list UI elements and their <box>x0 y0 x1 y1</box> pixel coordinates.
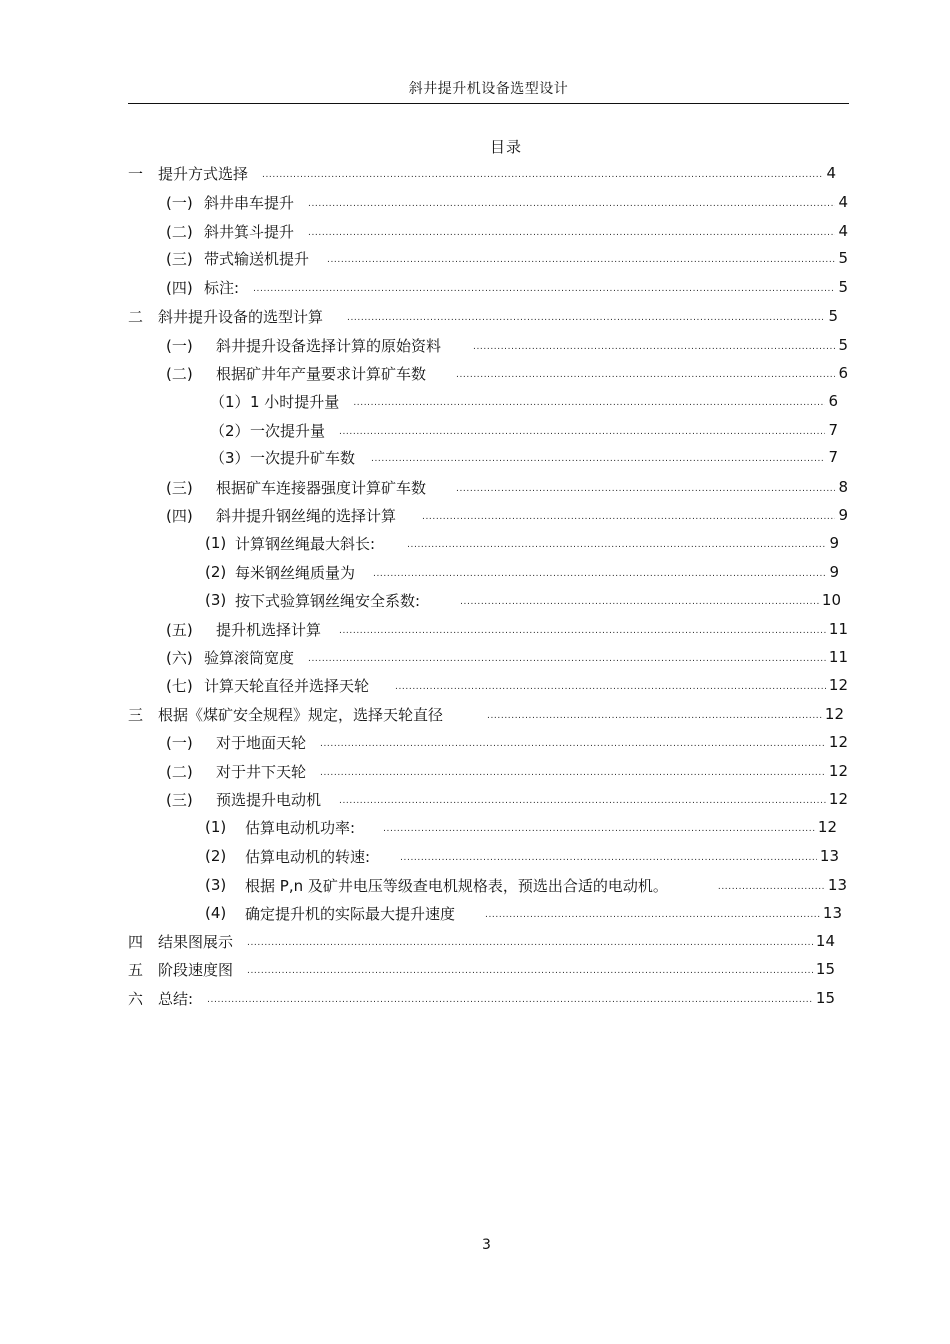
dot-leader <box>487 707 822 721</box>
toc-entry-number: (二) <box>166 364 193 383</box>
page-number: 3 <box>482 1237 491 1253</box>
toc-entry-number: (二) <box>166 762 193 781</box>
dot-leader <box>308 195 835 209</box>
dot-leader <box>253 280 835 294</box>
toc-entry[interactable] <box>128 159 836 187</box>
toc-entry[interactable] <box>205 899 842 927</box>
toc-entry-number: 二 <box>128 307 144 326</box>
dot-leader <box>247 962 813 976</box>
toc-entry-number: (四) <box>166 278 193 297</box>
toc-entry-number: (三) <box>166 249 193 268</box>
toc-entry[interactable] <box>166 217 848 245</box>
toc-entry-title: 每米钢丝绳质量为 <box>235 563 356 582</box>
toc-entry-page: 7 <box>828 421 838 439</box>
dot-leader <box>400 849 817 863</box>
toc-entry-page: 13 <box>827 876 847 894</box>
toc-entry-title: 一次提升量 <box>250 421 326 440</box>
toc-entry[interactable] <box>205 813 837 841</box>
toc-entry-number: (二) <box>166 222 193 241</box>
toc-entry[interactable] <box>210 387 838 415</box>
dot-leader <box>395 678 826 692</box>
dot-leader <box>320 764 826 778</box>
toc-entry-title: 提升机选择计算 <box>216 620 322 639</box>
toc-entry-title: 斜井提升钢丝绳的选择计算 <box>216 506 397 525</box>
toc-entry-number: (1) <box>205 534 227 552</box>
toc-entry-page: 7 <box>828 448 838 466</box>
toc-entry-number: (一) <box>166 336 193 355</box>
toc-entry-page: 14 <box>815 932 835 950</box>
toc-entry-title: 确定提升机的实际最大提升速度 <box>245 904 456 923</box>
toc-entry-number: (一) <box>166 193 193 212</box>
toc-entry-number: 五 <box>128 960 144 979</box>
toc-entry-title: 根据矿车连接器强度计算矿车数 <box>216 478 427 497</box>
dot-leader <box>262 166 823 180</box>
toc-entry-page: 9 <box>829 563 839 581</box>
toc-entry-title: 根据矿井年产量要求计算矿车数 <box>216 364 427 383</box>
toc-entry-page: 5 <box>838 249 848 267</box>
dot-leader <box>373 565 826 579</box>
toc-entry[interactable] <box>128 700 844 728</box>
toc-entry-title: 结果图展示 <box>158 932 234 951</box>
toc-entry[interactable] <box>166 643 848 671</box>
toc-entry[interactable] <box>205 871 847 899</box>
toc-entry[interactable] <box>166 785 848 813</box>
toc-entry[interactable] <box>128 984 835 1012</box>
toc-title: 目录 <box>489 138 522 156</box>
toc-entry-number: 三 <box>128 705 144 724</box>
dot-leader <box>718 878 825 892</box>
toc-entry-title: 带式输送机提升 <box>204 249 310 268</box>
toc-entry-title: 根据《煤矿安全规程》规定，选择天轮直径 <box>158 705 444 724</box>
toc-entry[interactable] <box>166 757 848 785</box>
toc-entry[interactable] <box>128 955 835 983</box>
toc-entry-title: 一次提升矿车数 <box>250 448 356 467</box>
toc-entry-page: 11 <box>828 620 848 638</box>
toc-entry-page: 4 <box>838 193 848 211</box>
toc-entry[interactable] <box>166 501 848 529</box>
toc-entry-page: 10 <box>821 591 841 609</box>
toc-entry-title: 估算电动机的转速: <box>245 847 371 866</box>
toc-entry[interactable] <box>166 188 848 216</box>
dot-leader <box>339 622 826 636</box>
toc-entry[interactable] <box>205 842 839 870</box>
toc-entry-number: (七) <box>166 676 193 695</box>
toc-entry-number: 六 <box>128 989 144 1008</box>
toc-entry-number: (3) <box>205 591 227 609</box>
toc-entry-title: 阶段速度图 <box>158 960 234 979</box>
toc-entry-title: 斜井提升设备选择计算的原始资料 <box>216 336 442 355</box>
toc-entry-title: 标注: <box>204 278 240 297</box>
toc-entry-number: (3) <box>205 876 227 894</box>
dot-leader <box>308 224 835 238</box>
toc-entry[interactable] <box>128 927 835 955</box>
dot-leader <box>247 934 813 948</box>
toc-entry-title: 总结: <box>158 989 194 1008</box>
toc-entry[interactable] <box>205 529 839 557</box>
toc-entry[interactable] <box>166 331 848 359</box>
toc-entry-page: 13 <box>819 847 839 865</box>
dot-leader <box>383 820 815 834</box>
toc-entry-title: 验算滚筒宽度 <box>204 648 295 667</box>
toc-entry-number: （1） <box>210 392 250 411</box>
toc-entry-number: (四) <box>166 506 193 525</box>
dot-leader <box>347 309 825 323</box>
toc-entry-title: 预选提升电动机 <box>216 790 322 809</box>
running-header: 斜井提升机设备选型设计 <box>408 81 569 97</box>
dot-leader <box>308 650 826 664</box>
toc-entry-number: (五) <box>166 620 193 639</box>
toc-entry-number: (2) <box>205 563 227 581</box>
toc-entry-number: (三) <box>166 478 193 497</box>
toc-entry[interactable] <box>166 728 848 756</box>
toc-entry-page: 12 <box>824 705 844 723</box>
toc-entry[interactable] <box>205 558 839 586</box>
toc-entry-page: 9 <box>829 534 839 552</box>
toc-entry-number: (一) <box>166 733 193 752</box>
toc-entry-title: 估算电动机功率: <box>245 818 356 837</box>
dot-leader <box>460 593 819 607</box>
toc-entry[interactable] <box>205 586 841 614</box>
toc-entry-page: 4 <box>838 222 848 240</box>
toc-entry-title: 斜井提升设备的选型计算 <box>158 307 324 326</box>
dot-leader <box>320 735 826 749</box>
toc-entry[interactable] <box>166 615 848 643</box>
toc-entry[interactable] <box>166 244 848 272</box>
toc-entry-number: (三) <box>166 790 193 809</box>
toc-entry-number: (1) <box>205 818 227 836</box>
toc-entry-title: 1 小时提升量 <box>250 392 340 411</box>
toc-entry-page: 12 <box>828 676 848 694</box>
toc-entry[interactable] <box>166 671 848 699</box>
toc-entry-number: (2) <box>205 847 227 865</box>
toc-entry-page: 13 <box>822 904 842 922</box>
dot-leader <box>207 991 813 1005</box>
dot-leader <box>407 536 826 550</box>
toc-entry-page: 9 <box>838 506 848 524</box>
toc-entry-page: 6 <box>828 392 838 410</box>
dot-leader <box>456 366 835 380</box>
dot-leader <box>422 508 835 522</box>
toc-entry-title: 根据 P,n 及矿井电压等级查电机规格表，预选出合适的电动机。 <box>245 876 668 895</box>
dot-leader <box>339 792 826 806</box>
toc-entry-title: 对于地面天轮 <box>216 733 307 752</box>
toc-entry[interactable] <box>210 416 838 444</box>
toc-entry-page: 12 <box>828 733 848 751</box>
toc-entry-title: 斜井箕斗提升 <box>204 222 295 241</box>
dot-leader <box>371 450 825 464</box>
dot-leader <box>327 251 835 265</box>
toc-entry-number: （3） <box>210 448 250 467</box>
toc-entry-page: 5 <box>838 336 848 354</box>
toc-entry-number: 一 <box>128 164 144 183</box>
dot-leader <box>339 423 825 437</box>
dot-leader <box>456 480 835 494</box>
toc-entry-number: (六) <box>166 648 193 667</box>
toc-entry-page: 11 <box>828 648 848 666</box>
toc-entry-title: 提升方式选择 <box>158 164 249 183</box>
toc-entry-page: 12 <box>828 790 848 808</box>
toc-entry-title: 计算天轮直径并选择天轮 <box>204 676 370 695</box>
toc-entry-page: 8 <box>838 478 848 496</box>
toc-entry-page: 15 <box>815 960 835 978</box>
toc-entry[interactable] <box>128 302 838 330</box>
toc-entry-number: 四 <box>128 932 144 951</box>
toc-entry[interactable] <box>210 443 838 471</box>
toc-entry-page: 12 <box>817 818 837 836</box>
toc-entry-page: 6 <box>838 364 848 382</box>
toc-entry-page: 5 <box>828 307 838 325</box>
toc-entry-page: 15 <box>815 989 835 1007</box>
toc-entry-title: 斜井串车提升 <box>204 193 295 212</box>
toc-entry[interactable] <box>166 473 848 501</box>
toc-entry-title: 对于井下天轮 <box>216 762 307 781</box>
toc-entry-page: 4 <box>826 164 836 182</box>
toc-entry-title: 按下式验算钢丝绳安全系数: <box>235 591 421 610</box>
toc-entry-number: （2） <box>210 421 250 440</box>
dot-leader <box>353 394 825 408</box>
toc-entry[interactable] <box>166 359 848 387</box>
toc-entry[interactable] <box>166 273 848 301</box>
dot-leader <box>473 338 835 352</box>
toc-entry-title: 计算钢丝绳最大斜长: <box>235 534 376 553</box>
toc-entry-number: (4) <box>205 904 227 922</box>
toc-entry-page: 12 <box>828 762 848 780</box>
toc-entry-page: 5 <box>838 278 848 296</box>
dot-leader <box>485 906 820 920</box>
header-rule <box>128 103 849 104</box>
